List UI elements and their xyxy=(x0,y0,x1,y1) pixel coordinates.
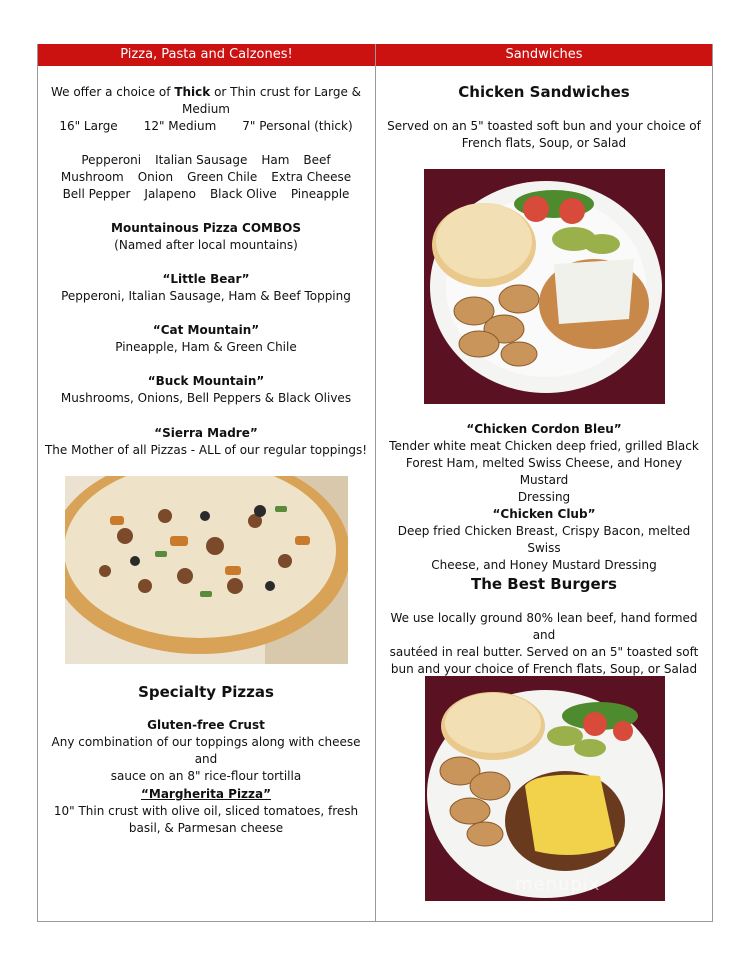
topping: Bell Pepper xyxy=(62,187,131,201)
burgers-desc: We use locally ground 80% lean beef, hand formed and sautéed in real butter. Served on an 5" toasted soft bun and your choice of French flats, Soup, or Salad xyxy=(389,611,699,676)
burger-photo xyxy=(425,676,665,901)
chicken-club-item: “Chicken Club” Deep fried Chicken Breast, Crispy Bacon, melted Swiss Cheese, and Honey Mustard Dressing xyxy=(382,506,706,574)
topping: Pineapple xyxy=(290,187,350,201)
size-item: 16" Large xyxy=(59,119,118,133)
topping: Ham xyxy=(261,153,290,167)
watermark-text: menupix xyxy=(515,874,601,895)
combo-sierra-madre xyxy=(42,425,370,459)
combos-heading xyxy=(42,220,370,254)
topping: Mushroom xyxy=(60,170,124,184)
topping: Jalapeno xyxy=(144,187,196,201)
topping: Onion xyxy=(137,170,174,184)
toppings-row xyxy=(42,186,370,203)
topping: Pepperoni xyxy=(81,153,142,167)
combo-desc: Pepperoni, Italian Sausage, Ham & Beef Topping xyxy=(61,289,351,303)
burger-illustration xyxy=(425,676,665,901)
sandwiches-section-header: Sandwiches xyxy=(376,44,712,66)
pizza-sizes xyxy=(42,118,370,135)
chicken-intro: Served on an 5" toasted soft bun and your choice of French flats, Soup, or Salad xyxy=(387,119,701,150)
toppings-row xyxy=(42,152,370,169)
chicken-title: Chicken Sandwiches xyxy=(458,83,630,101)
pizza-section-header: Pizza, Pasta and Calzones! xyxy=(38,44,375,66)
pizza-illustration xyxy=(65,476,348,664)
burgers-title: The Best Burgers xyxy=(471,575,617,593)
chicken-club-title: “Chicken Club” xyxy=(492,507,596,521)
toppings-row xyxy=(42,169,370,186)
combo-name: “Little Bear” xyxy=(162,272,250,286)
margherita-item: “Margherita Pizza” 10" Thin crust with olive oil, sliced tomatoes, fresh basil, & Parmesan cheese xyxy=(42,786,370,837)
topping: Beef xyxy=(303,153,331,167)
combo-cat-mountain xyxy=(42,322,370,356)
size-item: 12" Medium xyxy=(143,119,217,133)
thick-crust-label: Thick xyxy=(174,85,211,99)
column-divider xyxy=(375,44,376,922)
gluten-free-item: Gluten-free Crust Any combination of our toppings along with cheese and sauce on an 8" rice-flour tortilla xyxy=(42,717,370,785)
combo-desc: The Mother of all Pizzas - ALL of our regular toppings! xyxy=(44,443,368,457)
toppings-list xyxy=(42,152,370,203)
cordon-bleu-title: “Chicken Cordon Bleu” xyxy=(466,422,622,436)
specialty-title: Specialty Pizzas xyxy=(138,683,274,701)
chicken-heading xyxy=(382,82,706,102)
combo-name: “Buck Mountain” xyxy=(147,374,265,388)
combo-little-bear xyxy=(42,271,370,305)
gluten-free-title: Gluten-free Crust xyxy=(147,718,265,732)
combo-buck-mountain xyxy=(42,373,370,407)
topping: Extra Cheese xyxy=(271,170,352,184)
specialty-heading xyxy=(42,682,370,702)
margherita-title: “Margherita Pizza” xyxy=(140,787,272,801)
pizza-photo xyxy=(65,476,348,664)
chicken-sandwich-illustration xyxy=(424,169,665,404)
combo-desc: Pineapple, Ham & Green Chile xyxy=(115,340,297,354)
crust-intro: We offer a choice of Thick or Thin crust for Large & Medium 16" Large 12" Medium 7" Personal (thick) xyxy=(42,84,370,135)
combo-name: “Cat Mountain” xyxy=(152,323,260,337)
combo-desc: Mushrooms, Onions, Bell Peppers & Black Olives xyxy=(60,391,352,405)
size-item: 7" Personal (thick) xyxy=(242,119,353,133)
topping: Italian Sausage xyxy=(155,153,248,167)
chicken-sandwich-photo xyxy=(424,169,665,404)
cordon-bleu-item: “Chicken Cordon Bleu” Tender white meat Chicken deep fried, grilled Black Forest Ham, melted Swiss Cheese, and Honey Mustard Dressing xyxy=(382,421,706,506)
burgers-heading xyxy=(382,574,706,594)
combos-title: Mountainous Pizza COMBOS xyxy=(111,221,301,235)
topping: Black Olive xyxy=(209,187,277,201)
topping: Green Chile xyxy=(187,170,258,184)
combo-name: “Sierra Madre” xyxy=(154,426,258,440)
combos-subtitle: (Named after local mountains) xyxy=(114,238,298,252)
